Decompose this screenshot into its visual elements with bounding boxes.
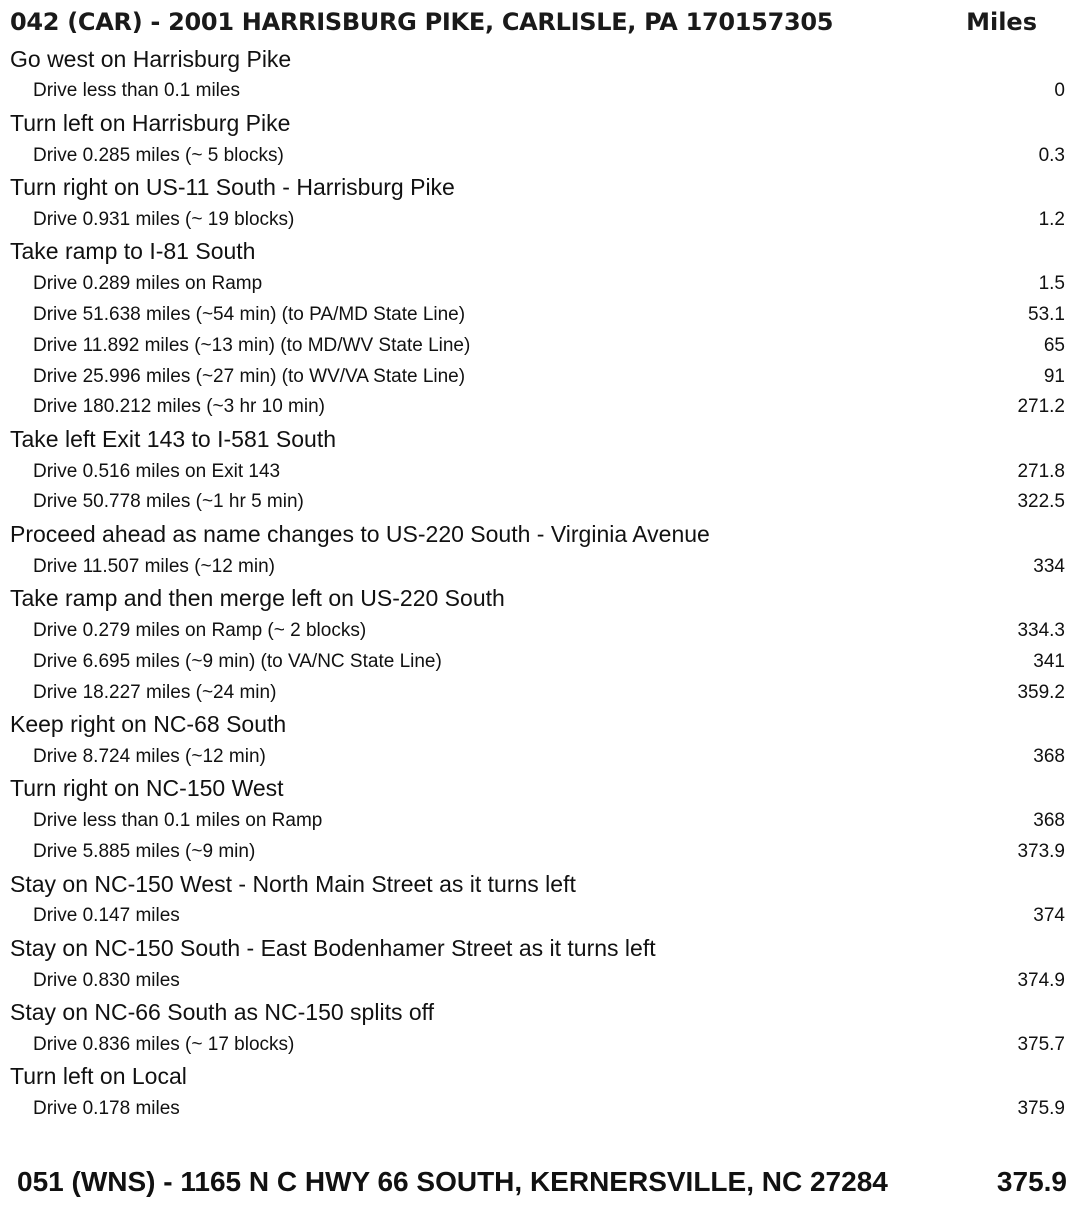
drive-text: Drive 0.285 miles (~ 5 blocks): [33, 144, 284, 166]
drive-row: [0, 806, 1077, 837]
cumulative-miles: 368: [1033, 810, 1065, 832]
drive-row: [0, 300, 1077, 331]
drive-text: Drive 0.830 miles: [33, 969, 180, 991]
drive-text: Drive 0.147 miles: [33, 905, 180, 927]
cumulative-miles: 374: [1033, 905, 1065, 927]
step-instruction: Take ramp and then merge left on US-220 South: [10, 585, 505, 612]
drive-row: [0, 902, 1077, 933]
drive-row: [0, 362, 1077, 393]
cumulative-miles: 271.2: [1017, 396, 1065, 418]
cumulative-miles: 53.1: [1028, 303, 1065, 325]
step-instruction-row: [0, 236, 1077, 270]
cumulative-miles: 65: [1043, 334, 1065, 356]
cumulative-miles: 374.9: [1017, 969, 1065, 991]
drive-text: Drive 5.885 miles (~9 min): [33, 841, 256, 863]
drive-text: Drive 180.212 miles (~3 hr 10 min): [33, 396, 325, 418]
step-instruction: Turn left on Harrisburg Pike: [10, 109, 291, 136]
drive-text: Drive 11.507 miles (~12 min): [33, 555, 275, 577]
drive-text: Drive 11.892 miles (~13 min) (to MD/WV State Line): [33, 334, 471, 356]
cumulative-miles: 359.2: [1017, 681, 1065, 703]
drive-row: [0, 552, 1077, 583]
drive-text: Drive 8.724 miles (~12 min): [33, 745, 266, 767]
step-instruction: Go west on Harrisburg Pike: [10, 45, 292, 72]
directions-list: [0, 43, 1077, 1125]
step-instruction-row: [0, 43, 1077, 77]
drive-row: [0, 1030, 1077, 1061]
cumulative-miles: 375.7: [1017, 1033, 1065, 1055]
step-instruction: Turn right on NC-150 West: [10, 775, 284, 802]
cumulative-miles: 91: [1043, 365, 1065, 387]
cumulative-miles: 368: [1033, 745, 1065, 767]
cumulative-miles: 1.2: [1038, 208, 1065, 230]
miles-column-header: Miles: [966, 8, 1037, 36]
drive-row: [0, 966, 1077, 997]
drive-row: [0, 647, 1077, 678]
drive-row: [0, 742, 1077, 773]
drive-text: Drive 50.778 miles (~1 hr 5 min): [33, 491, 304, 513]
step-instruction-row: [0, 107, 1077, 141]
step-instruction: Take left Exit 143 to I-581 South: [10, 425, 337, 452]
drive-row: [0, 837, 1077, 868]
step-instruction-row: [0, 773, 1077, 807]
step-instruction: Proceed ahead as name changes to US-220 South - Virginia Avenue: [10, 520, 710, 547]
drive-row: [0, 1094, 1077, 1125]
cumulative-miles: 0.3: [1038, 144, 1065, 166]
step-instruction-row: [0, 932, 1077, 966]
step-instruction-row: [0, 868, 1077, 902]
step-instruction: Keep right on NC-68 South: [10, 711, 287, 738]
drive-row: [0, 205, 1077, 236]
cumulative-miles: 373.9: [1017, 841, 1065, 863]
header-row: [10, 4, 1067, 42]
step-instruction: Turn left on Local: [10, 1063, 187, 1090]
cumulative-miles: 334: [1033, 555, 1065, 577]
destination-title: 051 (WNS) - 1165 N C HWY 66 SOUTH, KERNERSVILLE, NC 27284: [17, 1166, 888, 1197]
step-instruction: Stay on NC-150 South - East Bodenhamer Street as it turns left: [10, 934, 656, 961]
drive-row: [0, 457, 1077, 488]
drive-text: Drive less than 0.1 miles on Ramp: [33, 810, 323, 832]
cumulative-miles: 322.5: [1017, 491, 1065, 513]
cumulative-miles: 271.8: [1017, 460, 1065, 482]
drive-row: [0, 77, 1077, 108]
step-instruction-row: [0, 709, 1077, 743]
step-instruction: Stay on NC-150 West - North Main Street as it turns left: [10, 870, 576, 897]
drive-row: [0, 616, 1077, 647]
drive-text: Drive 0.289 miles on Ramp: [33, 273, 263, 295]
cumulative-miles: 1.5: [1038, 273, 1065, 295]
drive-text: Drive 25.996 miles (~27 min) (to WV/VA State Line): [33, 365, 466, 387]
drive-text: Drive 0.279 miles on Ramp (~ 2 blocks): [33, 620, 367, 642]
drive-text: Drive 18.227 miles (~24 min): [33, 681, 277, 703]
drive-text: Drive 0.178 miles: [33, 1098, 180, 1120]
cumulative-miles: 334.3: [1017, 620, 1065, 642]
drive-row: [0, 393, 1077, 424]
drive-row: [0, 141, 1077, 172]
drive-text: Drive 51.638 miles (~54 min) (to PA/MD State Line): [33, 303, 466, 325]
total-miles: 375.9: [996, 1166, 1067, 1197]
drive-row: [0, 331, 1077, 362]
drive-row: [0, 269, 1077, 300]
step-instruction-row: [0, 583, 1077, 617]
drive-row: [0, 678, 1077, 709]
footer-row: [0, 1160, 1077, 1204]
cumulative-miles: 0: [1054, 80, 1065, 102]
step-instruction: Stay on NC-66 South as NC-150 splits off: [10, 999, 435, 1026]
step-instruction-row: [0, 172, 1077, 206]
origin-title: 042 (CAR) - 2001 HARRISBURG PIKE, CARLISLE, PA 170157305: [10, 8, 834, 36]
drive-text: Drive less than 0.1 miles: [33, 80, 240, 102]
drive-text: Drive 0.931 miles (~ 19 blocks): [33, 208, 295, 230]
drive-text: Drive 6.695 miles (~9 min) (to VA/NC State Line): [33, 650, 442, 672]
drive-row: [0, 488, 1077, 519]
step-instruction-row: [0, 997, 1077, 1031]
step-instruction-row: [0, 423, 1077, 457]
step-instruction: Turn right on US-11 South - Harrisburg Pike: [10, 174, 455, 201]
drive-text: Drive 0.516 miles on Exit 143: [33, 460, 281, 482]
step-instruction: Take ramp to I-81 South: [10, 238, 256, 265]
drive-text: Drive 0.836 miles (~ 17 blocks): [33, 1033, 295, 1055]
cumulative-miles: 375.9: [1017, 1098, 1065, 1120]
step-instruction-row: [0, 518, 1077, 552]
cumulative-miles: 341: [1033, 650, 1065, 672]
step-instruction-row: [0, 1061, 1077, 1095]
